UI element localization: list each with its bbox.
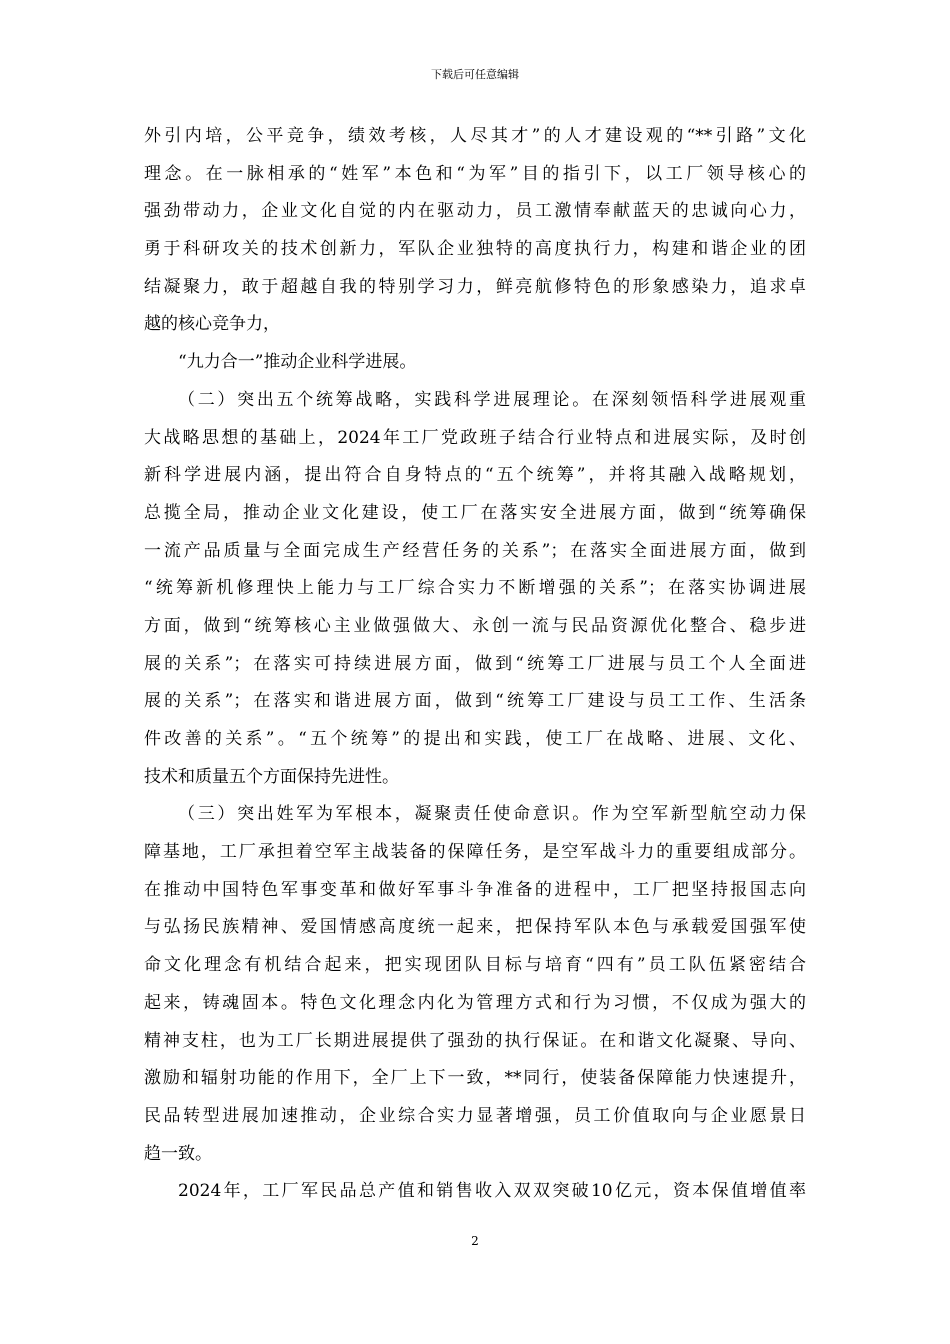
text-line: 趋一致。 <box>144 1143 212 1164</box>
text-line: “统筹新机修理快上能力与工厂综合实力不断增强的关系”；在落实协调进展 <box>144 578 806 599</box>
text-line: 件改善的关系”。“五个统筹”的提出和实践，使工厂在战略、进展、文化、 <box>144 729 806 749</box>
page-header: 下载后可任意编辑 <box>431 68 519 81</box>
text-line: 精神支柱，也为工厂长期进展提供了强劲的执行保证。在和谐文化凝聚、导向、 <box>144 1030 806 1051</box>
text-line: 命文化理念有机结合起来，把实现团队目标与培育“四有”员工队伍紧密结合 <box>144 955 806 976</box>
text-line: 技术和质量五个方面保持先进性。 <box>144 766 399 787</box>
text-line: （三）突出姓军为军根本，凝聚责任使命意识。作为空军新型航空动力保 <box>178 804 806 825</box>
text-line: （二）突出五个统筹战略，实践科学进展理论。在深刻领悟科学进展观重 <box>178 389 806 410</box>
text-line: 越的核心竞争力， <box>144 314 280 335</box>
text-line: 强劲带动力，企业文化自觉的内在驱动力，员工激情奉献蓝天的忠诚向心力， <box>144 201 806 222</box>
text-line: 理念。在一脉相承的“姓军”本色和“为军”目的指引下，以工厂领导核心的 <box>144 163 806 184</box>
document-body <box>144 118 806 1211</box>
text-line: 障基地，工厂承担着空军主战装备的保障任务，是空军战斗力的重要组成部分。 <box>144 842 806 863</box>
text-line: 展的关系”；在落实可持续进展方面，做到“统筹工厂进展与员工个人全面进 <box>144 653 806 674</box>
text-line: 民品转型进展加速推动，企业综合实力显著增强，员工价值取向与企业愿景日 <box>144 1105 806 1126</box>
text-line: 结凝聚力，敢于超越自我的特别学习力，鲜亮航修特色的形象感染力，追求卓 <box>144 276 806 297</box>
text-line: 大战略思想的基础上，2024年工厂党政班子结合行业特点和进展实际，及时创 <box>144 427 806 448</box>
text-line: 一流产品质量与全面完成生产经营任务的关系”；在落实全面进展方面，做到 <box>144 540 806 561</box>
text-line: 勇于科研攻关的技术创新力，军队企业独特的高度执行力，构建和谐企业的团 <box>144 239 806 260</box>
text-line: 在推动中国特色军事变革和做好军事斗争准备的进程中，工厂把坚持报国志向 <box>144 879 806 900</box>
text-line: 展的关系”；在落实和谐进展方面，做到“统筹工厂建设与员工工作、生活条 <box>144 691 806 712</box>
text-line: “九力合一”推动企业科学进展。 <box>178 352 417 373</box>
text-line: 起来，铸魂固本。特色文化理念内化为管理方式和行为习惯，不仅成为强大的 <box>144 992 806 1013</box>
text-line: 新科学进展内涵，提出符合自身特点的“五个统筹”，并将其融入战略规划， <box>144 465 806 486</box>
text-line: 激励和辐射功能的作用下，全厂上下一致，**同行，使装备保障能力快速提升， <box>144 1068 806 1089</box>
text-line: 方面，做到“统筹核心主业做强做大、永创一流与民品资源优化整合、稳步进 <box>144 615 806 636</box>
text-line: 总揽全局，推动企业文化建设，使工厂在落实安全进展方面，做到“统筹确保 <box>144 502 806 523</box>
page-number: 2 <box>471 1234 479 1248</box>
text-line: 外引内培，公平竞争，绩效考核，人尽其才”的人才建设观的“**引路”文化 <box>144 126 806 146</box>
text-line: 2024年，工厂军民品总产值和销售收入双双突破10亿元，资本保值增值率 <box>178 1181 806 1202</box>
text-line: 与弘扬民族精神、爱国情感高度统一起来，把保持军队本色与承载爱国强军使 <box>144 917 806 938</box>
